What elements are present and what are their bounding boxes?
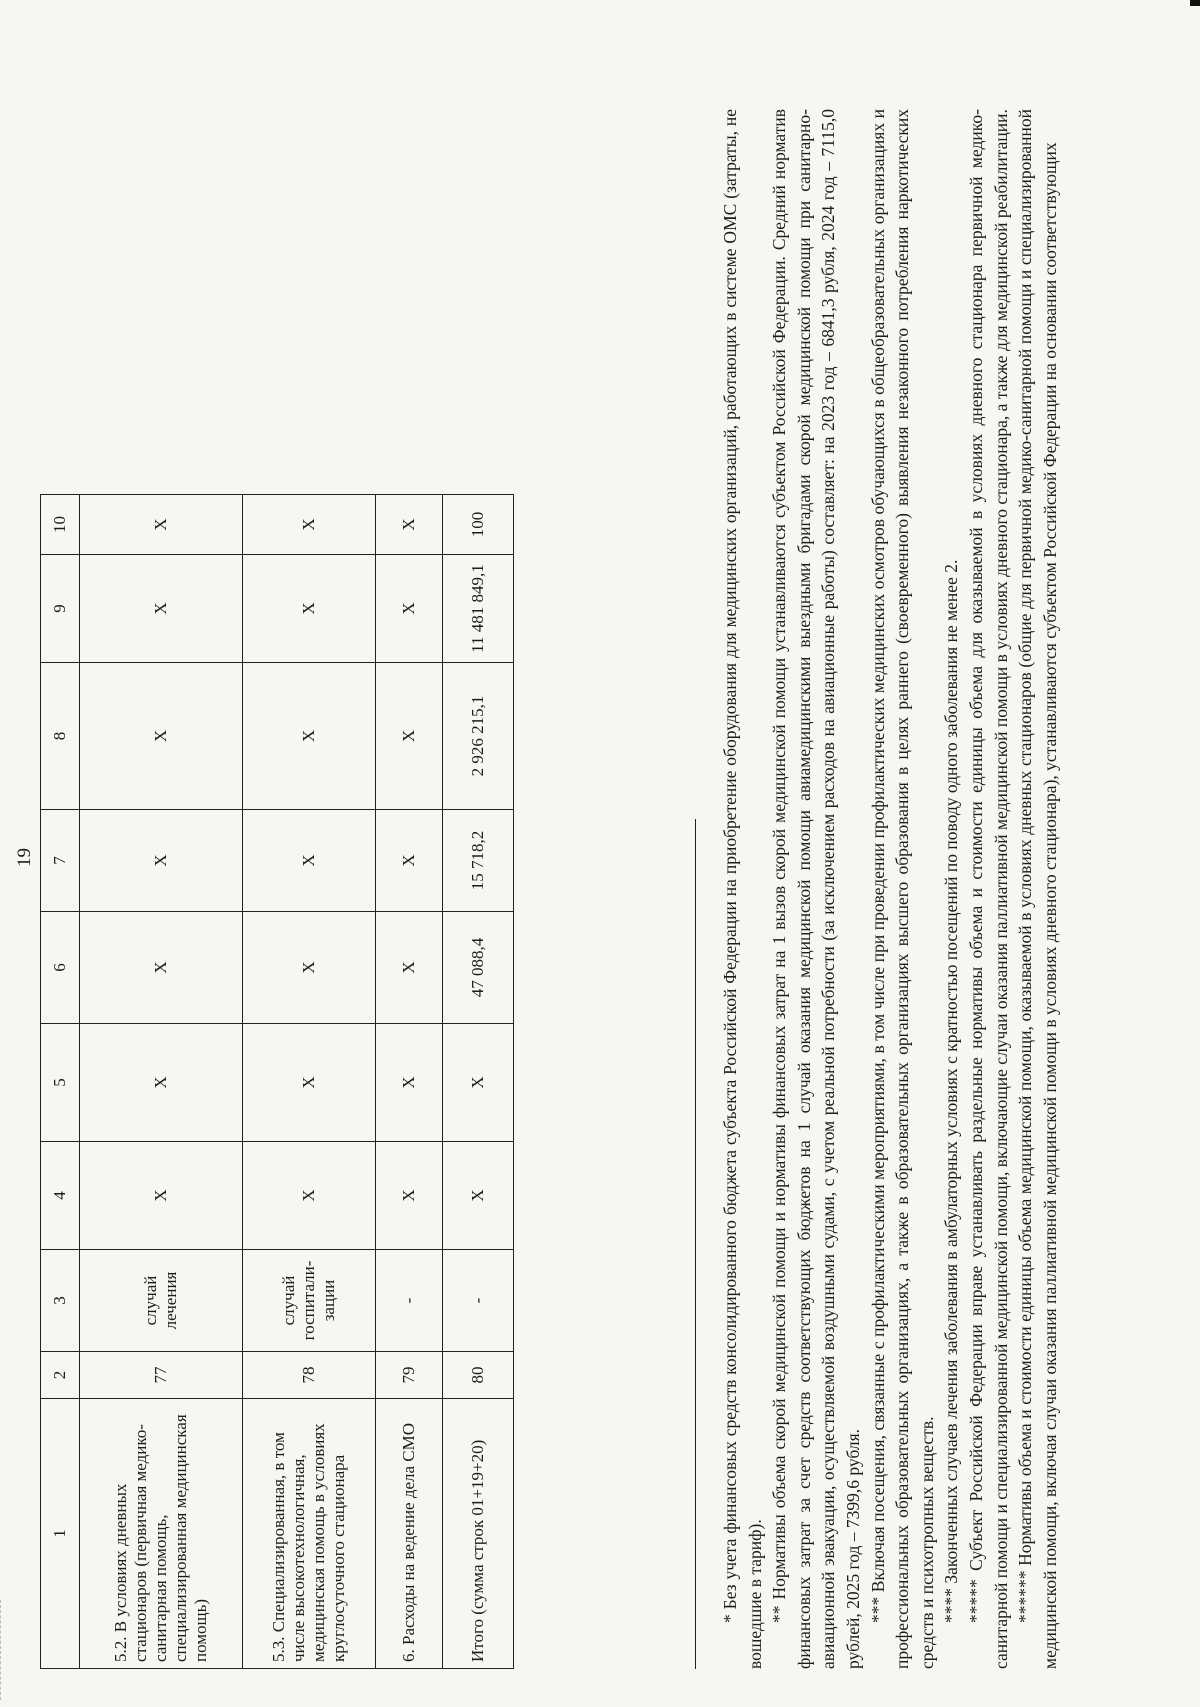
table-cell: 11 481 849,1	[443, 555, 514, 663]
norms-table	[40, 494, 514, 1669]
table-cell: X	[376, 555, 443, 663]
footnotes	[718, 109, 1062, 1669]
table-cell: 77	[80, 1352, 243, 1399]
footnote: * Без учета финансовых средств консолидированного бюджета субъекта Российской Федерации на приобретение оборудования для медицинских организаций, работающих в системе ОМС (затраты, не вошедшие в тариф).	[720, 109, 765, 1669]
table-header-cell: 6	[41, 912, 80, 1024]
footnote: ** Нормативы объема скорой медицинской помощи и нормативы финансовых затрат на 1 вызов скорой медицинской помощи устанавливаются субъектом Российской Федерации. Средний норматив финансовых затрат за счет средств соответствующих бюджетов на 1 случай оказания медицинской помощи авиамедицинскими выездными бригадами скорой медицинской помощи при санитарно-авиационной эвакуации, осуществляемой воздушными судами, с учетом реальной потребности (за исключением расходов на авиационные работы) составляет: на 2023 год – 6841,3 рубля, 2024 год – 7115,0 рублей, 2025 год – 7399,6 рубля.	[769, 109, 863, 1669]
table-cell: случай госпитали-зации	[243, 1250, 376, 1352]
table-header-row	[41, 495, 80, 1669]
table-header-cell: 4	[41, 1142, 80, 1250]
table-cell: X	[80, 1024, 243, 1142]
table-cell: X	[80, 663, 243, 810]
table-cell: X	[80, 912, 243, 1024]
table-header-cell: 1	[41, 1399, 80, 1669]
table-cell: X	[376, 810, 443, 912]
table-header-cell: 5	[41, 1024, 80, 1142]
table-cell: случай лечения	[80, 1250, 243, 1352]
page-number: 19	[14, 848, 35, 867]
table-cell: X	[80, 1142, 243, 1250]
table-cell: 6. Расходы на ведение дела СМО	[376, 1399, 443, 1669]
table-cell: 100	[443, 495, 514, 555]
footnote-divider	[695, 819, 696, 1669]
table-cell: 5.2. В условиях дневных стационаров (первичная медико-санитарная помощь, специализированная медицинская помощь)	[80, 1399, 243, 1669]
table-cell: 80	[443, 1352, 514, 1399]
table-cell: 79	[376, 1352, 443, 1399]
table-cell: 78	[243, 1352, 376, 1399]
table-cell: X	[376, 1024, 443, 1142]
table-cell: X	[243, 495, 376, 555]
table-row	[243, 495, 376, 1669]
table-cell: -	[443, 1250, 514, 1352]
footnote: *** Включая посещения, связанные с профилактическими мероприятиями, в том числе при проведении профилактических медицинских осмотров обучающихся в общеобразовательных организациях и профессиональных образовательных организациях, а также в образовательных организациях высшего образования в целях раннего (своевременного) выявления незаконного потребления наркотических средств и психотропных веществ.	[867, 109, 937, 1669]
table-header-cell: 7	[41, 810, 80, 912]
table-cell: 2 926 215,1	[443, 663, 514, 810]
table-cell: X	[443, 1024, 514, 1142]
table-cell: X	[376, 912, 443, 1024]
table-cell: X	[243, 810, 376, 912]
table-header-cell: 8	[41, 663, 80, 810]
footnote: ****** Нормативы объема и стоимости единицы объема медицинской помощи, оказываемой в условиях дневных стационаров (общие для первичной медико-санитарной помощи и специализированной медицинской помощи, включая случаи оказания паллиативной медицинской помощи в условиях дневного стационара), устанавливаются субъектом Российской Федерации на основании соответствующих	[1015, 109, 1060, 1669]
table-header-cell: 9	[41, 555, 80, 663]
footnote: **** Законченных случаев лечения заболевания в амбулаторных условиях с кратностью посещений по поводу одного заболевания не менее 2.	[941, 559, 962, 1623]
table-row-total	[443, 495, 514, 1669]
table-row	[376, 495, 443, 1669]
table-cell: X	[376, 663, 443, 810]
table-row	[80, 495, 243, 1669]
scan-edge-mark	[1190, 0, 1200, 6]
table-cell: 5.3. Специализированная, в том числе высокотехнологичная, медицинская помощь в условиях круглосуточного стационара	[243, 1399, 376, 1669]
table-cell: X	[376, 1142, 443, 1250]
table-cell: X	[243, 555, 376, 663]
table-cell: Итого (сумма строк 01+19+20)	[443, 1399, 514, 1669]
footnote: ***** Субъект Российской Федерации вправе устанавливать раздельные нормативы объема и стоимости единицы объема для оказываемой в условиях дневного стационара первичной медико-санитарной помощи и специализированной медицинской помощи, включающие случаи оказания паллиативной медицинской помощи в условиях дневного стационара, а также для медицинской реабилитации.	[965, 109, 1011, 1669]
table-cell: X	[243, 912, 376, 1024]
table-cell: X	[80, 555, 243, 663]
table-header-cell: 3	[41, 1250, 80, 1352]
table-cell: X	[376, 495, 443, 555]
table-cell: X	[80, 810, 243, 912]
table-cell: 15 718,2	[443, 810, 514, 912]
table-cell: -	[376, 1250, 443, 1352]
scan-artifact	[0, 1600, 41, 1700]
table-cell: X	[80, 495, 243, 555]
table-cell: X	[243, 1024, 376, 1142]
table-cell: X	[243, 663, 376, 810]
table-cell: X	[243, 1142, 376, 1250]
table-cell: 47 088,4	[443, 912, 514, 1024]
table-header-cell: 10	[41, 495, 80, 555]
table-header-cell: 2	[41, 1352, 80, 1399]
table-cell: X	[443, 1142, 514, 1250]
